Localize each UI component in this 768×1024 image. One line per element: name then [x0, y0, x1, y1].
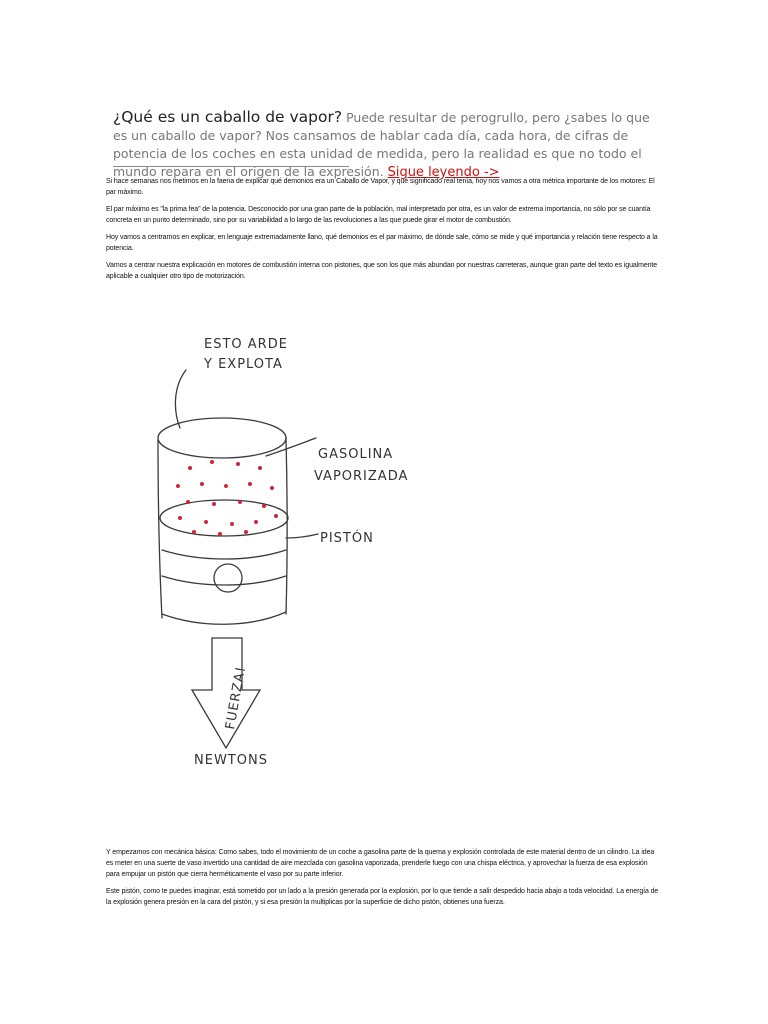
- paragraph: Y empezamos con mecánica básica: Como sabes, todo el movimiento de un coche a gasolina parte de la quema y explosión controlada de este material dentro de un cilindro. La idea es meter en una suerte de vaso invertido una cantidad de aire mezclada con gasolina vaporizada, prenderle fuego con una chispa eléctrica, y aprovechar la fuerza de esa explosión para empujar un pistón que cierra herméticamente el vaso por su parte inferior.: [106, 849, 655, 878]
- sketch-label-burns: ESTO ARDE: [204, 337, 288, 352]
- paragraph: Vamos a centrar nuestra explicación en motores de combustión interna con pistones, que son los que más abundan por nuestras carreteras, aunque gran parte del texto es igualmente aplicable a cualquier otro tipo de motorización.: [106, 262, 658, 280]
- sketch-label-explodes: Y EXPLOTA: [204, 357, 283, 372]
- article-title: ¿Qué es un caballo de vapor?: [113, 108, 343, 126]
- piston-sketch-drawing: [150, 318, 410, 778]
- article-body-bottom: [106, 847, 662, 914]
- intro-summary: Puede resultar de perogrullo, pero ¿sabes lo que es un caballo de vapor? Nos cansamos de hablar cada día, cada hora, de cifras de potencia de los coches en esta unidad de medida, pero la realidad es que no todo el mundo repara en el origen de la expresión.: [113, 110, 650, 179]
- gasoline-droplets: [176, 460, 278, 536]
- sketch-label-piston: PISTÓN: [320, 531, 374, 546]
- article-intro: [113, 108, 658, 182]
- read-more-link[interactable]: Sigue leyendo ->: [387, 165, 500, 180]
- article-body-top: [106, 176, 662, 288]
- paragraph: Este pistón, como te puedes imaginar, está sometido por un lado a la presión generada por la explosión, por lo que tiende a salir despedido hacia abajo a toda velocidad. La energía de la explosión genera presión en la cara del pistón, y si esa presión la multiplicas por la superficie de dicho pistón, obtienes una fuerza.: [106, 888, 659, 906]
- sketch-label-vaporized: VAPORIZADA: [314, 469, 409, 484]
- sketch-label-gasoline: GASOLINA: [318, 447, 394, 462]
- paragraph: Hoy vamos a centrarnos en explicar, en lenguaje extremadamente llano, qué demonios es el par máximo, de dónde sale, cómo se mide y qué importancia y relación tiene respecto a la potencia.: [106, 234, 658, 252]
- paragraph: El par máximo es "la prima fea" de la potencia. Desconocido por una gran parte de la población, mal interpretado por otra, es un valor de extrema importancia, no sólo por se cuantía concreta en un punto determinado, sino por su variabilidad a lo largo de las revoluciones a las que puede girar el motor de combustión.: [106, 206, 651, 224]
- separator-rule: [113, 166, 349, 167]
- sketch-label-newtons: NEWTONS: [194, 753, 268, 768]
- sketch-label-force: FUERZA!: [223, 664, 250, 731]
- paragraph: Si hace semanas nos metimos en la faena de explicar qué demonios era un Caballo de Vapor, y qué significado real tenía, hoy nos vamos a otra métrica importante de los motores: El par máximo.: [106, 178, 655, 196]
- piston-sketch: [150, 318, 410, 778]
